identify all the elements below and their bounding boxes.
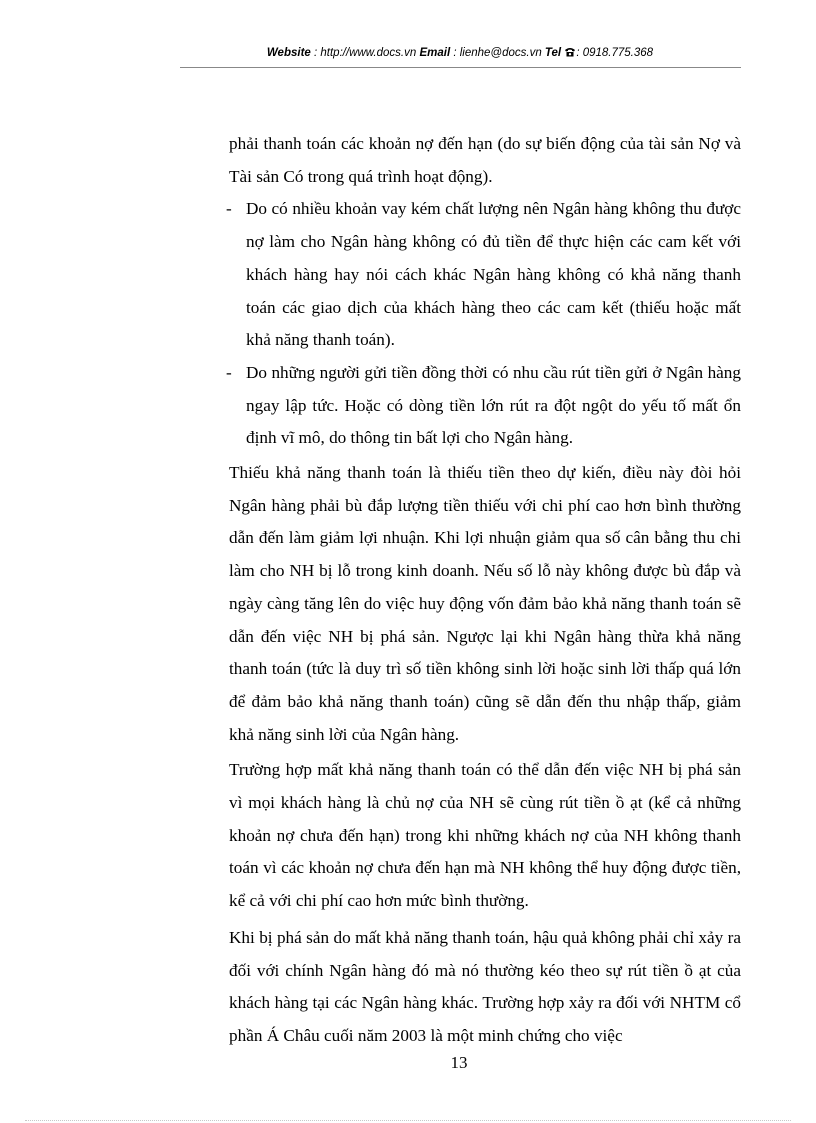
bullet-item bbox=[226, 357, 741, 455]
body-paragraph: Thiếu khả năng thanh toán là thiếu tiền theo dự kiến, điều này đòi hỏi Ngân hàng phải bù đắp lượng tiền thiếu với chi phí cao hơn bình thường dẫn đến làm giảm lợi nhuận. Khi lợi nhuận giảm qua số cân bằng thu chi làm cho NH bị lỗ trong kinh doanh. Nếu số lỗ này không được bù đắp và ngày càng tăng lên do việc huy động vốn đảm bảo khả năng thanh toán sẽ dẫn đến việc NH bị phá sản. Ngược lại khi Ngân hàng thừa khả năng thanh toán (tức là duy trì số tiền không sinh lời hoặc sinh lời thấp quá lớn để đảm bảo khả năng thanh toán) cũng sẽ dẫn đến thu nhập thấp, giảm khả năng sinh lời của Ngân hàng. bbox=[229, 463, 741, 744]
bullet-item bbox=[226, 193, 741, 357]
website-value: : http://www.docs.vn bbox=[310, 47, 420, 59]
tel-label: Tel bbox=[544, 47, 562, 59]
document-body bbox=[226, 128, 741, 1053]
bullet-dash: - bbox=[226, 199, 232, 219]
bullet-dash: - bbox=[226, 362, 232, 382]
page-header bbox=[180, 47, 740, 59]
continuation-paragraph: phải thanh toán các khoản nợ đến hạn (do sự biến động của tài sản Nợ và Tài sản Có trong quá trình hoạt động). bbox=[229, 134, 741, 186]
body-paragraph: Khi bị phá sản do mất khả năng thanh toán, hậu quả không phải chỉ xảy ra đối với chính Ngân hàng đó mà nó thường kéo theo sự rút tiền ồ ạt của khách hàng tại các Ngân hàng khác. Trường hợp xảy ra đối với NHTM cổ phần Á Châu cuối năm 2003 là một minh chứng cho việc bbox=[229, 927, 741, 1045]
page-number: 13 bbox=[450, 1053, 468, 1072]
footer-rule bbox=[25, 1120, 791, 1121]
email-value: : lienhe@docs.vn bbox=[450, 47, 545, 59]
body-paragraph: Trường hợp mất khả năng thanh toán có thể dẫn đến việc NH bị phá sản vì mọi khách hàng là chủ nợ của NH sẽ cùng rút tiền ồ ạt (kể cả những khoản nợ chưa đến hạn) trong khi những khách nợ của NH không thanh toán vì các khoản nợ chưa đến hạn mà NH không thể huy động được tiền, kể cả với chi phí cao hơn mức bình thường. bbox=[229, 760, 741, 911]
telephone-icon bbox=[564, 47, 576, 57]
bullet-text: Do có nhiều khoản vay kém chất lượng nên Ngân hàng không thu được nợ làm cho Ngân hàng không có đủ tiền để thực hiện các cam kết với khách hàng hay nói cách khác Ngân hàng không có khả năng thanh toán các giao dịch của khách hàng theo các cam kết (thiếu hoặc mất khả năng thanh toán). bbox=[246, 199, 741, 350]
tel-value: : 0918.775.368 bbox=[576, 47, 654, 59]
bullet-text: Do những người gửi tiền đồng thời có nhu cầu rút tiền gửi ở Ngân hàng ngay lập tức. Hoặc có dòng tiền lớn rút ra đột ngột do yếu tố mất ổn định vĩ mô, do thông tin bất lợi cho Ngân hàng. bbox=[246, 362, 741, 448]
website-label: Website bbox=[266, 47, 311, 59]
header-rule bbox=[180, 67, 741, 68]
email-label: Email bbox=[419, 47, 451, 59]
